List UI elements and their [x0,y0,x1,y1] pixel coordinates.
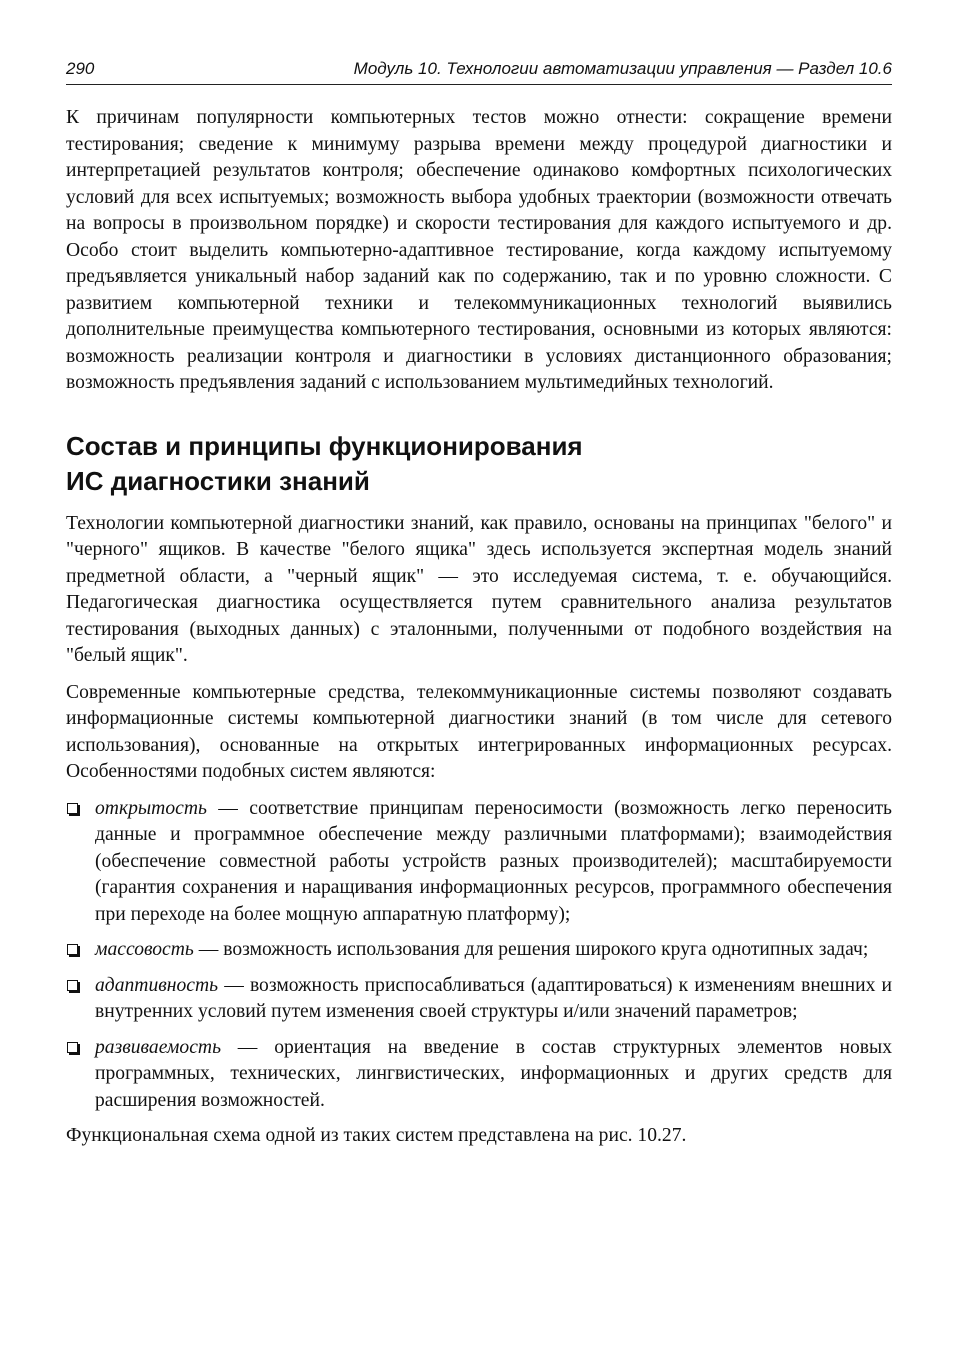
section-title-line-2: ИС диагностики знаний [66,465,370,496]
document-page [66,58,892,1150]
features-list [66,796,892,1115]
checkbox-bullet-icon [67,944,78,955]
feature-term: развиваемость [95,1036,221,1058]
list-item [66,1035,892,1115]
feature-text: — соответствие принципам переносимости (возможность легко переносить данные и программное обеспечение между различными платформами); взаимодействия (обеспечение совместной работы устройств разных производителей); масштабируемости (гарантия сохранения и наращивания информационных ресурсов, программного обеспечения при переходе на более мощную аппаратную платформу); [95,797,892,925]
checkbox-bullet-icon [67,803,78,814]
list-item [66,973,892,1026]
list-item [66,937,892,964]
section-title [66,429,892,499]
feature-text: — ориентация на введение в состав структурных элементов новых программных, технических, лингвистических, информационных и других средств для расширения возможностей. [95,1036,892,1111]
section-paragraph-2: Современные компьютерные средства, телекоммуникационные системы позволяют создавать информационные системы компьютерной диагностики знаний (в том числе для сетевого использования), основанные на открытых интегрированных информационных ресурсах. Особенностями подобных систем являются: [66,681,892,782]
closing-paragraph: Функциональная схема одной из таких систем представлена на рис. 10.27. [66,1125,687,1146]
checkbox-bullet-icon [67,1042,78,1053]
checkbox-bullet-icon [67,980,78,991]
feature-term: открытость [95,797,207,819]
page-number: 290 [66,59,95,78]
feature-term: адаптивность [95,974,219,996]
feature-term: массовость [95,939,194,960]
section-title-line-1: Состав и принципы функционирования [66,430,583,461]
feature-text: — возможность использования для решения широкого круга однотипных задач; [193,939,869,960]
list-item [66,796,892,929]
running-header [66,58,892,85]
section-paragraph-1: Технологии компьютерной диагностики знаний, как правило, основаны на принципах "белого" и "черного" ящиков. В качестве "белого ящика" здесь используется экспертная модель знаний предметной области, а "черный ящик" — это исследуемая система, т. е. обучающийся. Педагогическая диагностика осуществляется путем сравнительного анализа результатов тестирования (выходных данных) с эталонными, полученными от подобного воздействия на "белый ящик". [66,512,892,666]
intro-paragraph: К причинам популярности компьютерных тестов можно отнести: сокращение времени тестирования; сведение к минимуму разрыва времени между процедурой диагностики и интерпретацией результатов контроля; обеспечение одинаково комфортных психологических условий для всех испытуемых; возможность выбора удобных траектории (возможности отвечать на вопросы в произвольном порядке) и скорости тестирования для каждого испытуемого и др. Особо стоит выделить компьютерно-адаптивное тестирование, когда каждому испытуемому предъявляется уникальный набор заданий как по содержанию, так и по уровню сложности. С развитием компьютерной техники и телекоммуникационных технологий выявились дополнительные преимущества компьютерного тестирования, основными из которых являются: возможность реализации контроля и диагностики в условиях дистанционного образования; возможность предъявления заданий с использованием мультимедийных технологий. [66,107,892,393]
running-title: Модуль 10. Технологии автоматизации управления — Раздел 10.6 [353,59,892,78]
feature-text: — возможность приспосабливаться (адаптироваться) к изменениям внешних и внутренних условий путем изменения своей структуры и/или значений параметров; [95,974,892,1022]
